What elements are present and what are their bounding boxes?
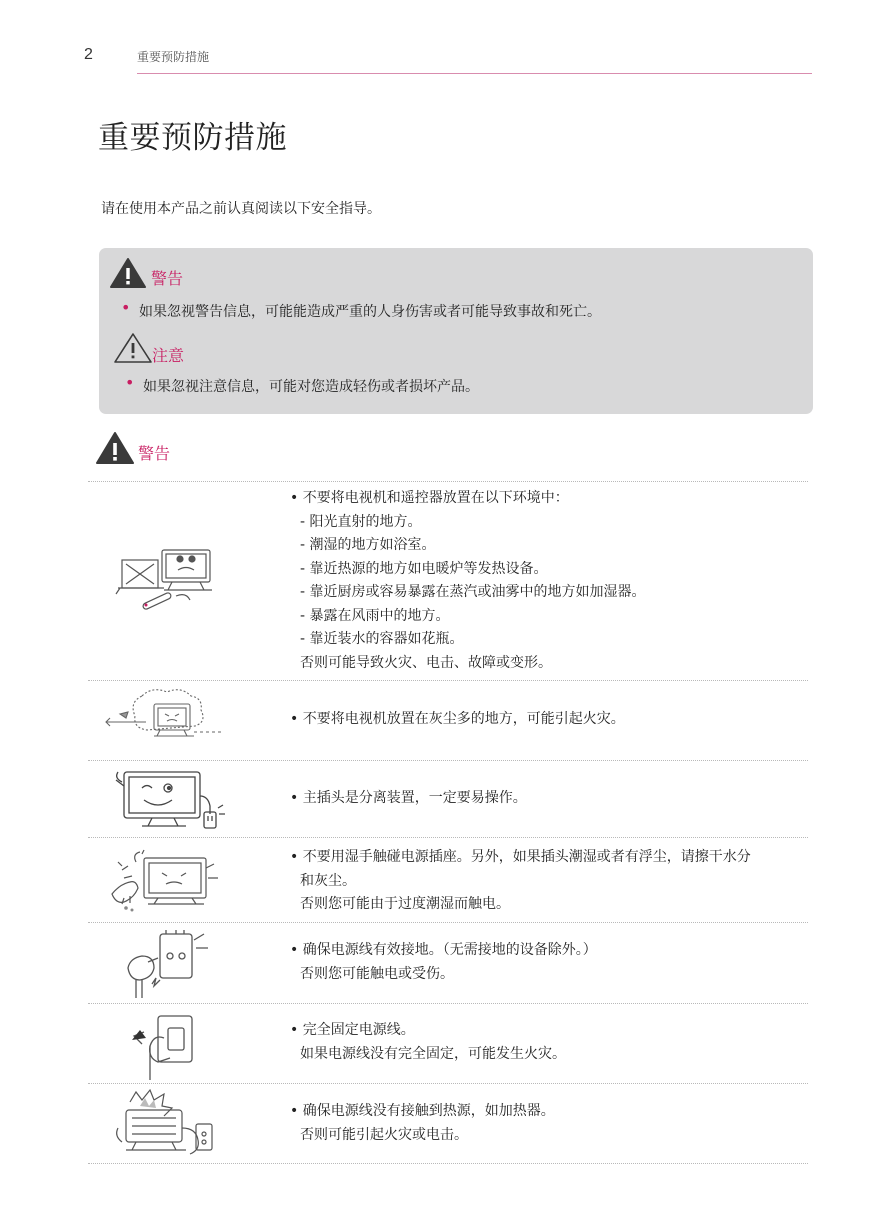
item-7-text (290, 1100, 555, 1147)
caution-triangle-icon (113, 332, 153, 364)
section-warning-label: 警告 (138, 444, 171, 463)
item-line: 和灰尘。 (300, 872, 356, 889)
table-row-divider (88, 680, 808, 681)
wet-hand-socket-illustration (102, 848, 227, 916)
bullet-dot: • (125, 373, 135, 392)
item-line: • 主插头是分离装置，一定要易操作。 (290, 790, 527, 806)
item-line: 否则可能导致火灾、电击、故障或变形。 (300, 654, 552, 671)
ground-plug-illustration (122, 928, 214, 1000)
page-number: 2 (84, 46, 93, 63)
item-line: • 不要用湿手触碰电源插座。另外，如果插头潮湿或者有浮尘，请擦干水分 (290, 849, 751, 865)
table-row-divider (88, 837, 808, 838)
item-line: - 阳光直射的地方。 (300, 513, 422, 530)
item-6-text (290, 1019, 566, 1066)
item-line: - 潮湿的地方如浴室。 (300, 537, 436, 553)
item-line: 否则您可能触电或受伤。 (300, 965, 454, 982)
item-line: • 确保电源线没有接触到热源，如加热器。 (290, 1103, 555, 1119)
tv-plug-illustration (112, 768, 227, 834)
caution-text (125, 373, 479, 396)
tv-sunlight-illustration (112, 542, 217, 614)
item-line: - 暴露在风雨中的地方。 (300, 607, 450, 624)
table-row-divider (88, 1003, 808, 1004)
item-line: 否则您可能由于过度潮湿而触电。 (300, 896, 510, 912)
warning-triangle-icon (109, 257, 147, 289)
item-line: • 完全固定电源线。 (290, 1022, 415, 1038)
header-divider (137, 73, 812, 74)
table-row-divider (88, 481, 808, 482)
item-line: • 确保电源线有效接地。（无需接地的设备除外。） (290, 942, 597, 958)
table-row-divider (88, 760, 808, 761)
page-title: 重要预防措施 (98, 120, 287, 156)
notice-box (99, 248, 813, 414)
intro-text: 请在使用本产品之前认真阅读以下安全指导。 (101, 201, 381, 217)
bullet-dot: • (121, 298, 131, 317)
item-line: 如果电源线没有完全固定，可能发生火灾。 (300, 1045, 566, 1062)
warning-text-content: 如果忽视警告信息，可能能造成严重的人身伤害或者可能导致事故和死亡。 (139, 304, 601, 320)
item-line: - 靠近热源的地方如电暖炉等发热设备。 (300, 560, 548, 577)
warning-label: 警告 (151, 269, 184, 288)
item-3-text (290, 787, 527, 811)
heater-cord-illustration (112, 1088, 217, 1160)
table-row-divider (88, 1083, 808, 1084)
item-line: - 靠近厨房或容易暴露在蒸汽或油雾中的地方如加湿器。 (300, 584, 646, 600)
warning-text (121, 298, 601, 321)
item-line: - 靠近装水的容器如花瓶。 (300, 631, 464, 647)
warning-triangle-icon (95, 431, 135, 465)
table-bottom-divider (88, 1163, 808, 1164)
item-line: 否则可能引起火灾或电击。 (300, 1126, 468, 1143)
item-line: • 不要将电视机和遥控器放置在以下环境中： (290, 490, 569, 506)
table-row-divider (88, 922, 808, 923)
secure-power-cord-illustration (128, 1010, 200, 1082)
header-section-title: 重要预防措施 (137, 50, 210, 64)
item-2-text (290, 708, 625, 732)
caution-text-content: 如果忽视注意信息，可能对您造成轻伤或者损坏产品。 (143, 379, 479, 395)
caution-label: 注意 (152, 346, 185, 365)
item-line: • 不要将电视机放置在灰尘多的地方，可能引起火灾。 (290, 711, 625, 727)
item-5-text (290, 939, 597, 986)
item-4-text (290, 846, 751, 917)
tv-dust-illustration (102, 686, 227, 746)
item-1-text (290, 487, 646, 675)
